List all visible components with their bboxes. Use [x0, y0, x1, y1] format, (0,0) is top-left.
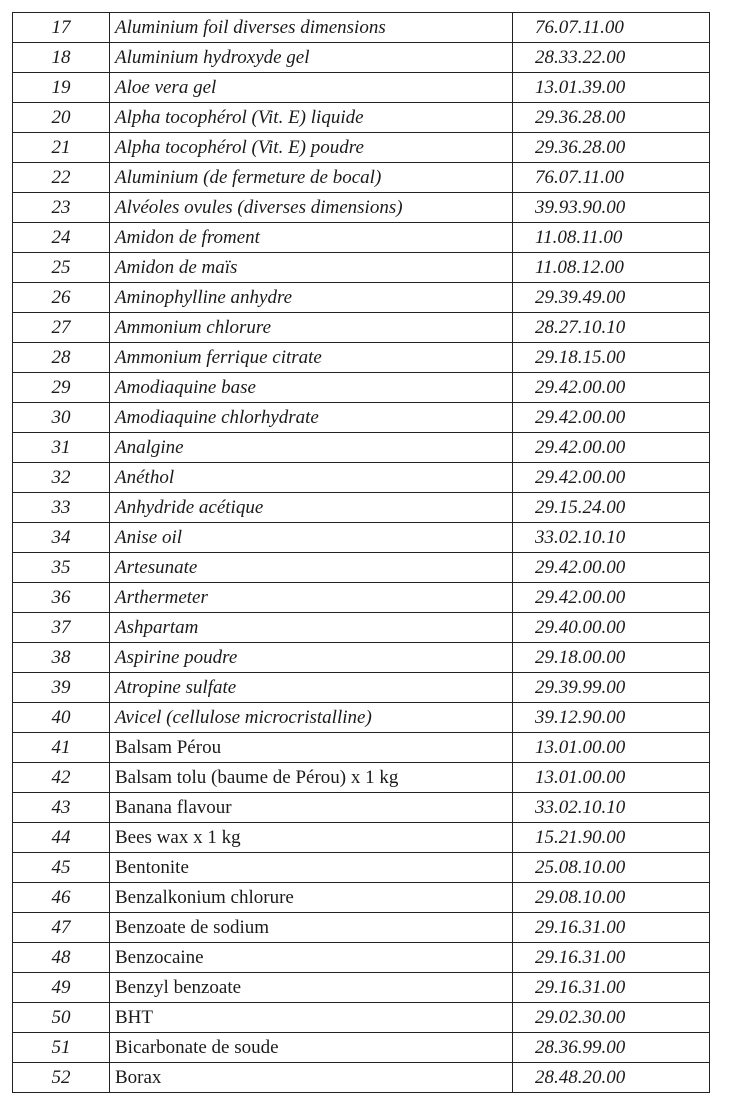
row-number-cell: 17: [13, 13, 110, 43]
row-number-cell: 49: [13, 973, 110, 1003]
table-row: [13, 1033, 710, 1063]
tariff-code-cell: 29.02.30.00: [513, 1003, 710, 1033]
table-row: [13, 103, 710, 133]
table-row: [13, 313, 710, 343]
row-number-cell: 31: [13, 433, 110, 463]
table-row: [13, 553, 710, 583]
tariff-code-cell: 39.93.90.00: [513, 193, 710, 223]
product-name-cell: Aminophylline anhydre: [110, 283, 513, 313]
tariff-code-cell: 29.39.99.00: [513, 673, 710, 703]
product-name-cell: Anéthol: [110, 463, 513, 493]
tariff-code-cell: 29.16.31.00: [513, 973, 710, 1003]
tariff-code-cell: 33.02.10.10: [513, 793, 710, 823]
tariff-code-cell: 33.02.10.10: [513, 523, 710, 553]
tariff-code-cell: 29.18.15.00: [513, 343, 710, 373]
tariff-code-cell: 29.42.00.00: [513, 553, 710, 583]
row-number-cell: 48: [13, 943, 110, 973]
product-name-cell: Benzalkonium chlorure: [110, 883, 513, 913]
row-number-cell: 23: [13, 193, 110, 223]
row-number-cell: 40: [13, 703, 110, 733]
product-name-cell: Amodiaquine chlorhydrate: [110, 403, 513, 433]
row-number-cell: 30: [13, 403, 110, 433]
product-name-cell: Balsam tolu (baume de Pérou) x 1 kg: [110, 763, 513, 793]
table-row: [13, 463, 710, 493]
tariff-code-cell: 29.36.28.00: [513, 103, 710, 133]
row-number-cell: 24: [13, 223, 110, 253]
product-name-cell: Benzocaine: [110, 943, 513, 973]
row-number-cell: 32: [13, 463, 110, 493]
product-name-cell: Ammonium ferrique citrate: [110, 343, 513, 373]
tariff-code-cell: 39.12.90.00: [513, 703, 710, 733]
table-row: [13, 373, 710, 403]
tariff-code-cell: 29.42.00.00: [513, 403, 710, 433]
tariff-code-cell: 28.27.10.10: [513, 313, 710, 343]
tariff-code-cell: 29.18.00.00: [513, 643, 710, 673]
row-number-cell: 26: [13, 283, 110, 313]
tariff-code-cell: 76.07.11.00: [513, 163, 710, 193]
tariff-code-cell: 28.36.99.00: [513, 1033, 710, 1063]
row-number-cell: 38: [13, 643, 110, 673]
tariff-code-cell: 29.16.31.00: [513, 913, 710, 943]
row-number-cell: 47: [13, 913, 110, 943]
tariff-code-cell: 29.42.00.00: [513, 373, 710, 403]
table-row: [13, 793, 710, 823]
table-row: [13, 253, 710, 283]
row-number-cell: 27: [13, 313, 110, 343]
table-row: [13, 73, 710, 103]
table-body: [13, 13, 710, 1093]
row-number-cell: 37: [13, 613, 110, 643]
table-row: [13, 523, 710, 553]
product-code-table: [12, 12, 710, 1093]
tariff-code-cell: 29.39.49.00: [513, 283, 710, 313]
product-name-cell: Artesunate: [110, 553, 513, 583]
row-number-cell: 51: [13, 1033, 110, 1063]
product-name-cell: Benzoate de sodium: [110, 913, 513, 943]
table-row: [13, 433, 710, 463]
row-number-cell: 35: [13, 553, 110, 583]
tariff-code-cell: 29.42.00.00: [513, 433, 710, 463]
table-row: [13, 733, 710, 763]
tariff-code-cell: 28.48.20.00: [513, 1063, 710, 1093]
product-name-cell: BHT: [110, 1003, 513, 1033]
table-row: [13, 943, 710, 973]
product-name-cell: Bentonite: [110, 853, 513, 883]
row-number-cell: 19: [13, 73, 110, 103]
product-name-cell: Amidon de froment: [110, 223, 513, 253]
row-number-cell: 36: [13, 583, 110, 613]
product-name-cell: Analgine: [110, 433, 513, 463]
product-name-cell: Balsam Pérou: [110, 733, 513, 763]
table-row: [13, 823, 710, 853]
product-name-cell: Banana flavour: [110, 793, 513, 823]
product-name-cell: Anise oil: [110, 523, 513, 553]
row-number-cell: 45: [13, 853, 110, 883]
table-row: [13, 913, 710, 943]
row-number-cell: 34: [13, 523, 110, 553]
product-name-cell: Anhydride acétique: [110, 493, 513, 523]
tariff-code-cell: 29.16.31.00: [513, 943, 710, 973]
row-number-cell: 21: [13, 133, 110, 163]
tariff-code-cell: 29.15.24.00: [513, 493, 710, 523]
tariff-code-cell: 76.07.11.00: [513, 13, 710, 43]
tariff-code-cell: 15.21.90.00: [513, 823, 710, 853]
row-number-cell: 29: [13, 373, 110, 403]
row-number-cell: 43: [13, 793, 110, 823]
table-row: [13, 1003, 710, 1033]
tariff-code-cell: 11.08.11.00: [513, 223, 710, 253]
row-number-cell: 39: [13, 673, 110, 703]
table-row: [13, 763, 710, 793]
product-name-cell: Aluminium (de fermeture de bocal): [110, 163, 513, 193]
tariff-code-cell: 11.08.12.00: [513, 253, 710, 283]
row-number-cell: 46: [13, 883, 110, 913]
table-row: [13, 973, 710, 1003]
product-name-cell: Bees wax x 1 kg: [110, 823, 513, 853]
product-name-cell: Alpha tocophérol (Vit. E) poudre: [110, 133, 513, 163]
product-name-cell: Aspirine poudre: [110, 643, 513, 673]
table-row: [13, 283, 710, 313]
row-number-cell: 44: [13, 823, 110, 853]
table-row: [13, 133, 710, 163]
table-row: [13, 343, 710, 373]
row-number-cell: 28: [13, 343, 110, 373]
table-row: [13, 43, 710, 73]
table-row: [13, 13, 710, 43]
tariff-code-cell: 25.08.10.00: [513, 853, 710, 883]
product-name-cell: Aluminium hydroxyde gel: [110, 43, 513, 73]
tariff-code-cell: 13.01.00.00: [513, 733, 710, 763]
table-row: [13, 673, 710, 703]
table-row: [13, 403, 710, 433]
table-row: [13, 223, 710, 253]
row-number-cell: 22: [13, 163, 110, 193]
product-name-cell: Avicel (cellulose microcristalline): [110, 703, 513, 733]
table-row: [13, 643, 710, 673]
product-name-cell: Ashpartam: [110, 613, 513, 643]
product-name-cell: Aloe vera gel: [110, 73, 513, 103]
table-row: [13, 493, 710, 523]
table-row: [13, 613, 710, 643]
tariff-code-cell: 13.01.39.00: [513, 73, 710, 103]
tariff-code-cell: 29.42.00.00: [513, 583, 710, 613]
product-name-cell: Borax: [110, 1063, 513, 1093]
product-name-cell: Amidon de maïs: [110, 253, 513, 283]
tariff-code-cell: 13.01.00.00: [513, 763, 710, 793]
product-name-cell: Ammonium chlorure: [110, 313, 513, 343]
product-name-cell: Amodiaquine base: [110, 373, 513, 403]
product-name-cell: Alpha tocophérol (Vit. E) liquide: [110, 103, 513, 133]
product-name-cell: Alvéoles ovules (diverses dimensions): [110, 193, 513, 223]
table-row: [13, 583, 710, 613]
row-number-cell: 52: [13, 1063, 110, 1093]
row-number-cell: 42: [13, 763, 110, 793]
table-row: [13, 883, 710, 913]
table-row: [13, 193, 710, 223]
table-row: [13, 703, 710, 733]
row-number-cell: 50: [13, 1003, 110, 1033]
tariff-code-cell: 29.36.28.00: [513, 133, 710, 163]
tariff-code-cell: 28.33.22.00: [513, 43, 710, 73]
product-name-cell: Bicarbonate de soude: [110, 1033, 513, 1063]
row-number-cell: 25: [13, 253, 110, 283]
row-number-cell: 20: [13, 103, 110, 133]
tariff-code-cell: 29.40.00.00: [513, 613, 710, 643]
row-number-cell: 18: [13, 43, 110, 73]
row-number-cell: 41: [13, 733, 110, 763]
product-name-cell: Benzyl benzoate: [110, 973, 513, 1003]
row-number-cell: 33: [13, 493, 110, 523]
table-row: [13, 1063, 710, 1093]
tariff-code-cell: 29.42.00.00: [513, 463, 710, 493]
table-row: [13, 853, 710, 883]
tariff-code-cell: 29.08.10.00: [513, 883, 710, 913]
product-name-cell: Arthermeter: [110, 583, 513, 613]
table-row: [13, 163, 710, 193]
product-name-cell: Atropine sulfate: [110, 673, 513, 703]
product-name-cell: Aluminium foil diverses dimensions: [110, 13, 513, 43]
